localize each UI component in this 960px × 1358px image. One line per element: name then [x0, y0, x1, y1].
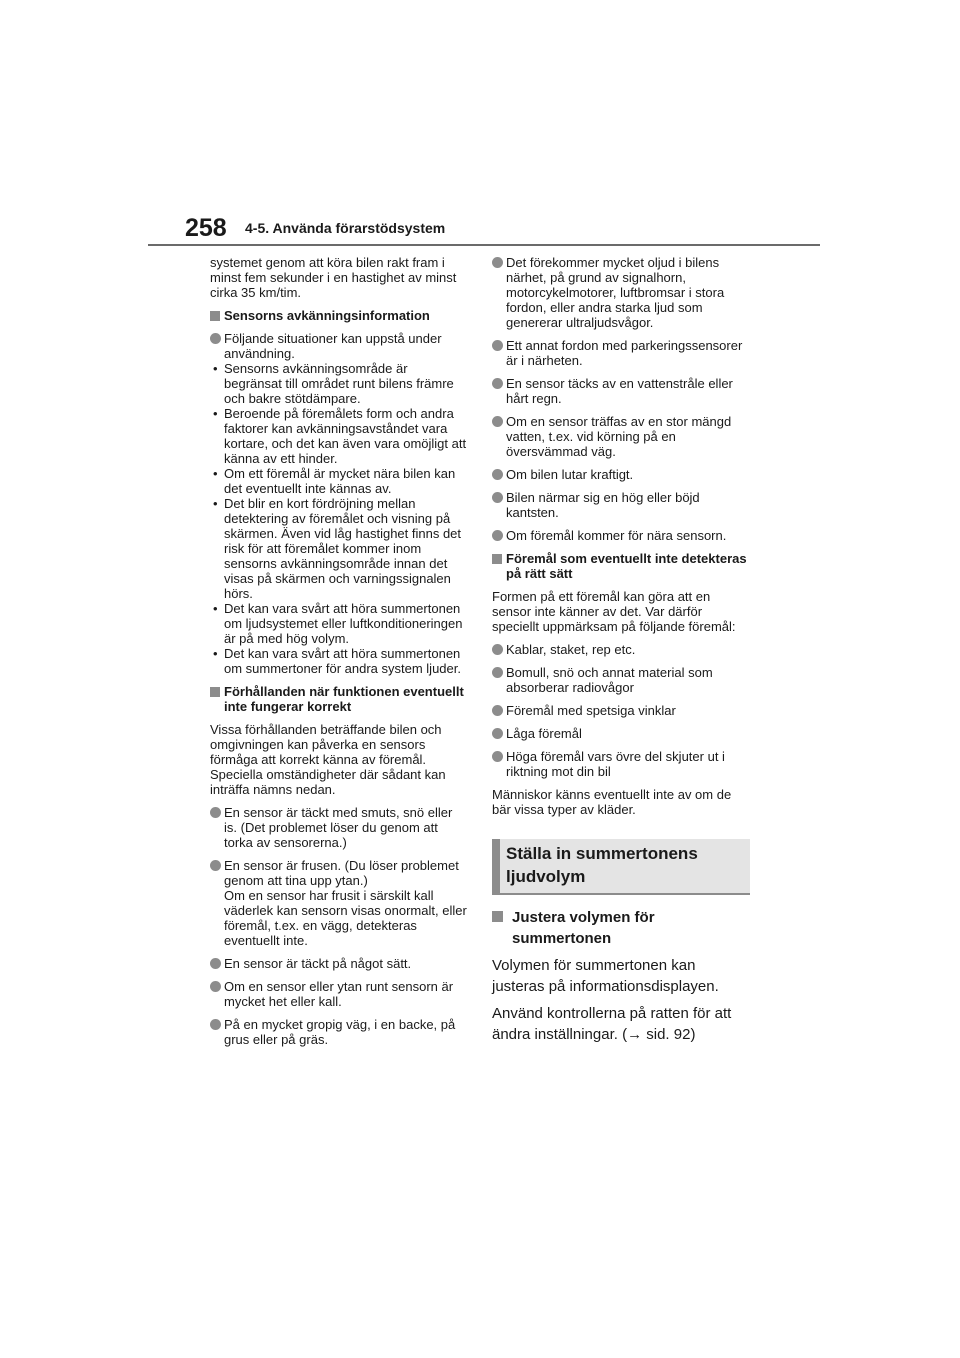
- square-bullet-icon: [210, 311, 220, 321]
- bullet-item: [492, 376, 750, 406]
- right-column: [492, 255, 750, 1051]
- volume-paragraph: Volymen för summertonen kan justeras på informationsdisplayen.: [492, 957, 719, 995]
- bullet-text: En sensor är frusen. (Du löser problemet genom att tina upp ytan.): [224, 858, 459, 888]
- bullet-text: Kablar, staket, rep etc.: [506, 642, 636, 657]
- bullet-item: [492, 414, 750, 459]
- bullet-item: [210, 956, 468, 971]
- sub-item: • Sensorns avkänningsområde är begränsat till området runt bilens främre och bakre stötdämpare.: [213, 361, 454, 406]
- people-paragraph: Människor känns eventuellt inte av om de bär vissa typer av kläder.: [492, 787, 732, 817]
- header-divider: [148, 244, 820, 246]
- bullet-item: [492, 338, 750, 368]
- bullet-item: [210, 1017, 468, 1047]
- bullet-item: [492, 703, 750, 718]
- round-bullet-icon: [492, 728, 503, 739]
- bullet-item: [492, 528, 750, 543]
- conditions-paragraph: Vissa förhållanden beträffande bilen och omgivningen kan påverka en sensors förmåga att korrekt känna av föremål. Speciella omständigheter där sådant kan inträffa nämns nedan.: [210, 722, 446, 797]
- page-number: 258: [185, 214, 227, 242]
- round-bullet-icon: [210, 333, 221, 344]
- round-bullet-icon: [492, 257, 503, 268]
- bullet-text: Höga föremål vars övre del skjuter ut i riktning mot din bil: [506, 749, 725, 779]
- bullet-text: En sensor täcks av en vattenstråle eller hårt regn.: [506, 376, 733, 406]
- round-bullet-icon: [210, 1019, 221, 1030]
- sub-item-text: Om ett föremål är mycket nära bilen kan det eventuellt inte kännas av.: [224, 466, 456, 496]
- bullet-item: [210, 979, 468, 1009]
- round-bullet-icon: [492, 530, 503, 541]
- sub-item: • Det blir en kort fördröjning mellan detektering av föremålet och visning på skärmen. Även vid låg hastighet finns det risk för att föremålet kommer inom sensorns avkänningsområde innan det visas på skärmen och varningssignalen hörs.: [213, 496, 462, 601]
- heading-text: Förhållanden när funktionen eventuellt inte fungerar korrekt: [224, 684, 464, 714]
- square-bullet-icon: [210, 687, 220, 697]
- bullet-item: [492, 255, 750, 330]
- bullet-item: [492, 467, 750, 482]
- section-box-title: Ställa in summertonens ljudvolym: [492, 839, 750, 895]
- bullet-text: En sensor är täckt med smuts, snö eller is. (Det problemet löser du genom att torka av sensorerna.): [224, 805, 453, 850]
- heading-text: Sensorns avkänningsinformation: [224, 308, 430, 323]
- round-bullet-icon: [492, 492, 503, 503]
- round-bullet-icon: [210, 958, 221, 969]
- bullet-item: [210, 805, 468, 850]
- objects-paragraph: Formen på ett föremål kan göra att en sensor inte känner av det. Var därför speciellt uppmärksam på följande föremål:: [492, 589, 736, 634]
- bullet-item: [210, 858, 468, 948]
- square-bullet-icon: [492, 911, 503, 922]
- bullet-text: På en mycket gropig väg, i en backe, på grus eller på gräs.: [224, 1017, 456, 1047]
- heading-adjust-volume: [492, 907, 750, 949]
- bullet-item: [210, 331, 468, 676]
- sub-item: • Om ett föremål är mycket nära bilen kan det eventuellt inte kännas av.: [213, 466, 456, 496]
- bullet-text: Om föremål kommer för nära sensorn.: [506, 528, 727, 543]
- sub-item: • Beroende på föremålets form och andra faktorer kan avkänningsavståndet vara kortare, och det kan även vara omöjligt att känna av ett hinder.: [213, 406, 467, 466]
- heading-text: Justera volymen för summertonen: [512, 909, 655, 947]
- sub-item-text: Beroende på föremålets form och andra faktorer kan avkänningsavståndet vara kortare, och det kan även vara omöjligt att känna av ett hinder.: [224, 406, 467, 466]
- bullet-text: Bomull, snö och annat material som absorberar radiovågor: [506, 665, 713, 695]
- sub-item-text: Det kan vara svårt att höra summertonen om ljudsystemet eller luftkonditioneringen är på med hög volym.: [224, 601, 463, 646]
- round-bullet-icon: [210, 807, 221, 818]
- round-bullet-icon: [492, 416, 503, 427]
- bullet-item: [492, 665, 750, 695]
- bullet-text: Om en sensor har frusit i särskilt kall väderlek kan sensorn visas onormalt, eller föremål, t.ex. en vägg, detekteras eventuellt inte.: [224, 888, 467, 948]
- bullet-text: Om en sensor eller ytan runt sensorn är mycket het eller kall.: [224, 979, 454, 1009]
- bullet-text: En sensor är täckt på något sätt.: [224, 956, 412, 971]
- square-bullet-icon: [492, 554, 502, 564]
- bullet-text: Följande situationer kan uppstå under användning.: [224, 331, 442, 361]
- bullet-text: Det förekommer mycket oljud i bilens närhet, på grund av signalhorn, motorcykelmotorer, luftbromsar i stora fordon, eller andra starka ljud som genererar ultraljudsvågor.: [506, 255, 725, 330]
- intro-paragraph: systemet genom att köra bilen rakt fram i minst fem sekunder i en hastighet av minst cirka 35 km/tim.: [210, 255, 457, 300]
- heading-text: Föremål som eventuellt inte detekteras på rätt sätt: [506, 551, 747, 581]
- sub-item-text: Det blir en kort fördröjning mellan detektering av föremålet och visning på skärmen. Även vid låg hastighet finns det risk för att föremålet kommer inom sensorns avkänningsområde innan det visas på skärmen och varningssignalen hörs.: [224, 496, 462, 601]
- round-bullet-icon: [492, 751, 503, 762]
- bullet-text: Bilen närmar sig en hög eller böjd kantsten.: [506, 490, 700, 520]
- bullet-item: [492, 749, 750, 779]
- page-header: [185, 214, 820, 248]
- bullet-text: Föremål med spetsiga vinklar: [506, 703, 676, 718]
- round-bullet-icon: [492, 340, 503, 351]
- sub-item-text: Det kan vara svårt att höra summertonen om summertoner för andra system ljuder.: [224, 646, 461, 676]
- bullet-text: Låga föremål: [506, 726, 582, 741]
- round-bullet-icon: [210, 860, 221, 871]
- bullet-item: [492, 490, 750, 520]
- left-column: [210, 255, 468, 1055]
- heading-undetected-objects: [492, 551, 750, 581]
- bullet-item: [492, 726, 750, 741]
- round-bullet-icon: [492, 667, 503, 678]
- heading-conditions: [210, 684, 468, 714]
- sub-item-text: Sensorns avkänningsområde är begränsat till området runt bilens främre och bakre stötdämpare.: [224, 361, 454, 406]
- round-bullet-icon: [210, 981, 221, 992]
- bullet-text: Om en sensor träffas av en stor mängd vatten, t.ex. vid körning på en översvämmad väg.: [506, 414, 732, 459]
- bullet-item: [492, 642, 750, 657]
- sub-item: • Det kan vara svårt att höra summertonen om ljudsystemet eller luftkonditioneringen är på med hög volym.: [213, 601, 463, 646]
- round-bullet-icon: [492, 644, 503, 655]
- round-bullet-icon: [492, 705, 503, 716]
- controls-paragraph: Använd kontrollerna på ratten för att ändra inställningar. (→ sid. 92): [492, 1005, 732, 1043]
- round-bullet-icon: [492, 469, 503, 480]
- heading-sensor-info: [210, 308, 468, 323]
- bullet-text: Om bilen lutar kraftigt.: [506, 467, 634, 482]
- section-title: 4-5. Använda förarstödsystem: [245, 220, 446, 236]
- round-bullet-icon: [492, 378, 503, 389]
- bullet-text: Ett annat fordon med parkeringssensorer är i närheten.: [506, 338, 743, 368]
- sub-item: • Det kan vara svårt att höra summertonen om summertoner för andra system ljuder.: [213, 646, 461, 676]
